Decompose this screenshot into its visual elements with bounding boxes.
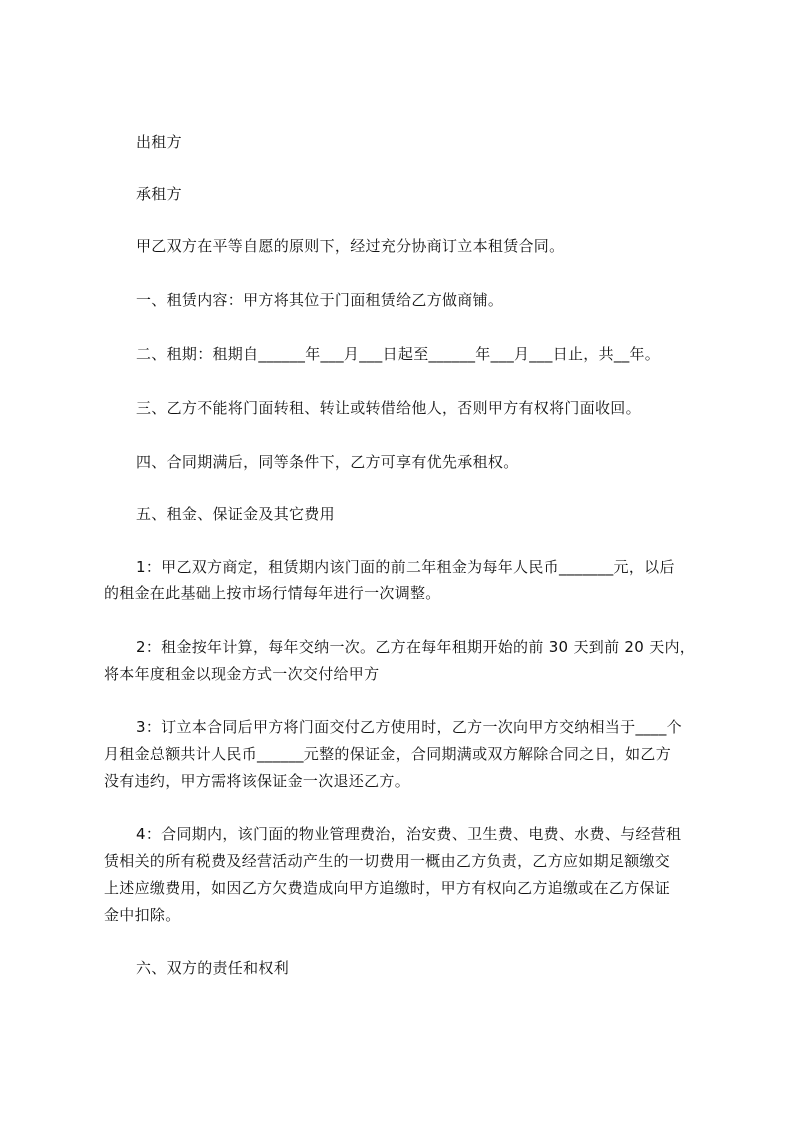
clause-5-title: 五、租金、保证金及其它费用: [136, 505, 335, 523]
clause-3: 三、乙方不能将门面转租、转让或转借给他人，否则甲方有权将门面收回。: [136, 399, 641, 417]
item-3-line-3: 没有违约，甲方需将该保证金一次退还乙方。: [104, 772, 411, 790]
item-3-line-1: 3：订立本合同后甲方将门面交付乙方使用时，乙方一次向甲方交纳相当于____个: [136, 718, 682, 736]
item-3-line-2: 月租金总额共计人民币______元整的保证金，合同期满或双方解除合同之日，如乙方: [104, 745, 672, 763]
item-2-line-2: 将本年度租金以现金方式一次交付给甲方: [104, 665, 380, 683]
item-1-line-2: 的租金在此基础上按市场行情每年进行一次调整。: [104, 584, 441, 602]
lessor-label: 出租方: [136, 133, 182, 151]
item-4-line-2: 赁相关的所有税费及经营活动产生的一切费用一概由乙方负责，乙方应如期足额缴交: [104, 852, 671, 870]
clause-4: 四、合同期满后，同等条件下，乙方可享有优先承租权。: [136, 453, 519, 471]
item-4-line-4: 金中扣除。: [104, 906, 181, 924]
preamble: 甲乙双方在平等自愿的原则下，经过充分协商订立本租赁合同。: [136, 237, 565, 255]
item-2-line-1: 2：租金按年计算，每年交纳一次。乙方在每年租期开始的前 30 天到前 20 天内，: [136, 638, 696, 656]
clause-1: 一、租赁内容：甲方将其位于门面租赁给乙方做商铺。: [136, 291, 504, 309]
item-4-line-1: 4：合同期内，该门面的物业管理费治，治安费、卫生费、电费、水费、与经营租: [136, 825, 682, 843]
lessee-label: 承租方: [136, 185, 182, 203]
item-4-line-3: 上述应缴费用，如因乙方欠费造成向甲方追缴时，甲方有权向乙方追缴或在乙方保证: [104, 879, 671, 897]
clause-2: 二、租期：租期自______年___月___日起至______年___月___日止，共__年。: [136, 345, 661, 363]
item-1-line-1: 1：甲乙双方商定，租赁期内该门面的前二年租金为每年人民币_______元，以后: [136, 558, 675, 576]
clause-6-title: 六、双方的责任和权利: [136, 959, 290, 977]
